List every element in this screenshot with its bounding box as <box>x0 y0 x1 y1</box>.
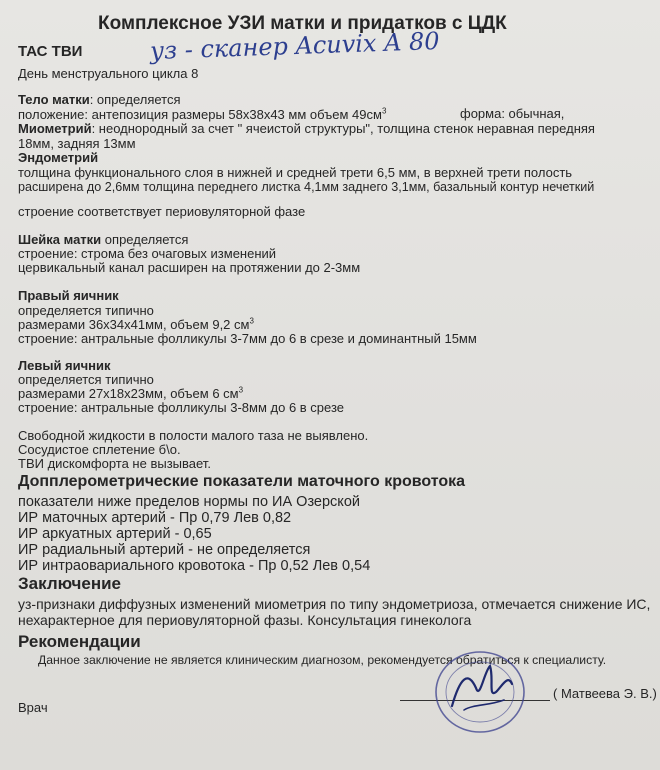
doppler-row: показатели ниже пределов нормы по ИА Озерской <box>18 494 360 510</box>
uterus-position: положение: антепозиция размеры 58х38х43 мм объем 49см <box>18 107 382 122</box>
endometrium-line-1: толщина функционального слоя в нижней и средней трети 6,5 мм, в верхней трети полость <box>18 165 573 180</box>
doctor-name: ( Матвеева Э. В.) <box>553 686 657 701</box>
myometrium-text: : неоднородный за счет " ячеистой структуры", толщина стенок неравная передняя <box>91 121 595 136</box>
left-ovary-unit: 3 <box>238 385 244 395</box>
uterus-shape: форма: обычная, <box>460 106 565 121</box>
conclusion-heading: Заключение <box>18 574 121 593</box>
left-ovary-structure: строение: антральные фолликулы 3-8мм до 6 в срезе <box>18 400 345 415</box>
doppler-row: ИР интраовариального кровотока - Пр 0,52 Лев 0,54 <box>18 558 371 574</box>
vascular-plexus-note: Сосудистое сплетение б\о. <box>18 442 181 457</box>
doctor-label: Врач <box>18 700 48 715</box>
right-ovary-size-line <box>18 317 254 332</box>
uterus-volume-unit: 3 <box>381 106 387 116</box>
recommendations-text: Данное заключение не является клиническим диагнозом, рекомендуется обратиться к специалисту. <box>38 653 607 667</box>
handwritten-scanner-note: уз - сканер Acuvix A 80 <box>149 26 440 66</box>
myometrium-label: Миометрий <box>18 121 92 136</box>
cervix-heading: Шейка матки <box>18 232 102 247</box>
left-ovary-size-line <box>18 386 243 401</box>
endometrium-label: Эндометрий <box>18 150 99 165</box>
wall-thickness: 18мм, задняя 13мм <box>18 136 136 151</box>
left-ovary-size: размерами 27х18х23мм, объем 6 см <box>18 386 239 401</box>
conclusion-line-2: нехарактерное для периовуляторной фазы. Консультация гинеколога <box>18 612 472 628</box>
recommendations-heading: Рекомендации <box>18 632 141 651</box>
right-ovary-status: определяется типично <box>18 303 154 318</box>
uterus-status: : определяется <box>89 92 181 107</box>
cervical-canal: цервикальный канал расширен на протяжении до 2-3мм <box>18 260 361 275</box>
left-ovary-status: определяется типично <box>18 372 154 387</box>
doctor-stamp-signature <box>430 648 530 736</box>
doppler-row: ИР маточных артерий - Пр 0,79 Лев 0,82 <box>18 510 292 526</box>
right-ovary-heading: Правый яичник <box>18 288 119 303</box>
free-fluid-note: Свободной жидкости в полости малого таза не выявлено. <box>18 428 369 443</box>
cervix-heading-line <box>18 232 188 247</box>
uterus-position-line <box>18 107 386 122</box>
right-ovary-unit: 3 <box>249 316 254 326</box>
doppler-row: ИР радиальный артерий - не определяется <box>18 542 311 558</box>
conclusion-line-1: уз-признаки диффузных изменений миометрия по типу эндометриоза, отмечается снижение ИС, <box>18 596 651 612</box>
uterus-structure: строение соответствует периовуляторной фазе <box>18 204 306 219</box>
document-title: Комплексное УЗИ матки и придатков с ЦДК <box>98 13 507 34</box>
uterus-heading-line <box>18 92 181 107</box>
endometrium-line-2: расширена до 2,6мм толщина переднего листка 4,1мм заднего 3,1мм, базальный контур нечеткий <box>18 180 595 194</box>
right-ovary-structure: строение: антральные фолликулы 3-7мм до 6 в срезе и доминантный 15мм <box>18 331 477 346</box>
scan-method: ТАС ТВИ <box>18 43 83 60</box>
tvi-note: ТВИ дискомфорта не вызывает. <box>18 456 211 471</box>
uterus-heading: Тело матки <box>18 92 90 107</box>
left-ovary-heading: Левый яичник <box>18 358 111 373</box>
cycle-day: День менструального цикла 8 <box>18 66 199 81</box>
right-ovary-size: размерами 36х34х41мм, объем 9,2 см <box>18 317 250 332</box>
cervix-structure: строение: строма без очаговых изменений <box>18 246 277 261</box>
myometrium-line <box>18 121 595 136</box>
cervix-status: определяется <box>101 232 189 247</box>
doppler-row: ИР аркуатных артерий - 0,65 <box>18 526 212 542</box>
doppler-heading: Допплерометрические показатели маточного кровотока <box>18 473 466 490</box>
